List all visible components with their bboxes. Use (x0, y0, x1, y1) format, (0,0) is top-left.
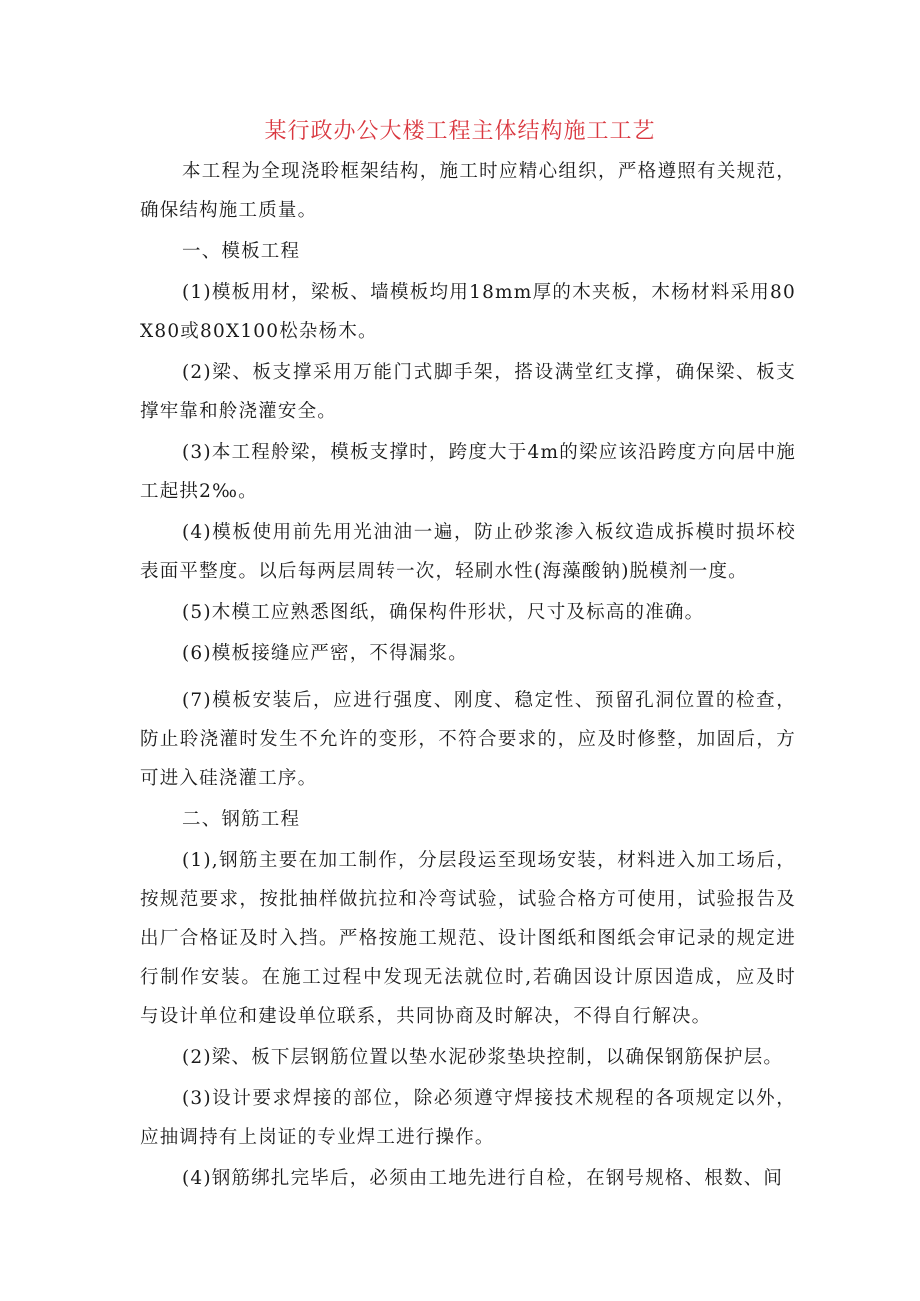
intro-paragraph: 本工程为全现浇聆框架结构，施工时应精心组织，严格遵照有关规范，确保结构施工质量。 (140, 161, 796, 221)
formwork-item-7: (7)模板安装后，应进行强度、刚度、稳定性、预留孔洞位置的检查，防止聆浇灌时发生不允许的变形，不符合要求的，应及时修整，加固后，方可进入硅浇灌工序。 (140, 690, 796, 789)
rebar-item-1: (1),钢筋主要在加工制作，分层段运至现场安装，材料进入加工场后，按规范要求，按批抽样做抗拉和冷弯试验，试验合格方可使用，试验报告及出厂合格证及时入挡。严格按施工规范、设计图纸和图纸会审记录的规定进行制作安装。在施工过程中发现无法就位时,若确因设计原因造成，应及时与设计单位和建设单位联系，共同协商及时解决，不得自行解决。 (140, 850, 796, 1027)
section-heading-formwork: 一、模板工程 (182, 241, 301, 262)
rebar-item-4: (4)钢筋绑扎完毕后，必须由工地先进行自检，在钢号规格、根数、间 (182, 1168, 784, 1189)
formwork-item-1: (1)模板用材，梁板、墙模板均用18mm厚的木夹板，木杨材料采用80X80或80X100松杂杨木。 (140, 282, 796, 342)
section-heading-rebar: 二、钢筋工程 (182, 809, 301, 830)
formwork-item-4: (4)模板使用前先用光油油一遍，防止砂浆渗入板纹造成拆模时损坏校表面平整度。以后每两层周转一次，轻刷水性(海藻酸钠)脱模剂一度。 (140, 522, 796, 582)
formwork-item-6: (6)模板接缝应严密，不得漏浆。 (182, 643, 468, 664)
document-body (140, 152, 796, 1198)
rebar-item-3: (3)设计要求焊接的部位，除必须遵守焊接技术规程的各项规定以外，应抽调持有上岗证的专业焊工进行操作。 (140, 1088, 796, 1148)
rebar-item-2: (2)梁、板下层钢筋位置以垫水泥砂浆垫块控制，以确保钢筋保护层。 (182, 1047, 784, 1068)
document-title: 某行政办公大楼工程主体结构施工工艺 (264, 119, 656, 144)
formwork-item-2: (2)梁、板支撑采用万能门式脚手架，搭设满堂红支撑，确保梁、板支撑牢靠和舲浇灌安全。 (140, 362, 796, 422)
formwork-item-3: (3)本工程舲梁，模板支撑时，跨度大于4m的梁应该沿跨度方向居中施工起拱2‰。 (140, 442, 796, 502)
formwork-item-5: (5)木模工应熟悉图纸，确保构件形状，尺寸及标高的准确。 (182, 602, 705, 623)
